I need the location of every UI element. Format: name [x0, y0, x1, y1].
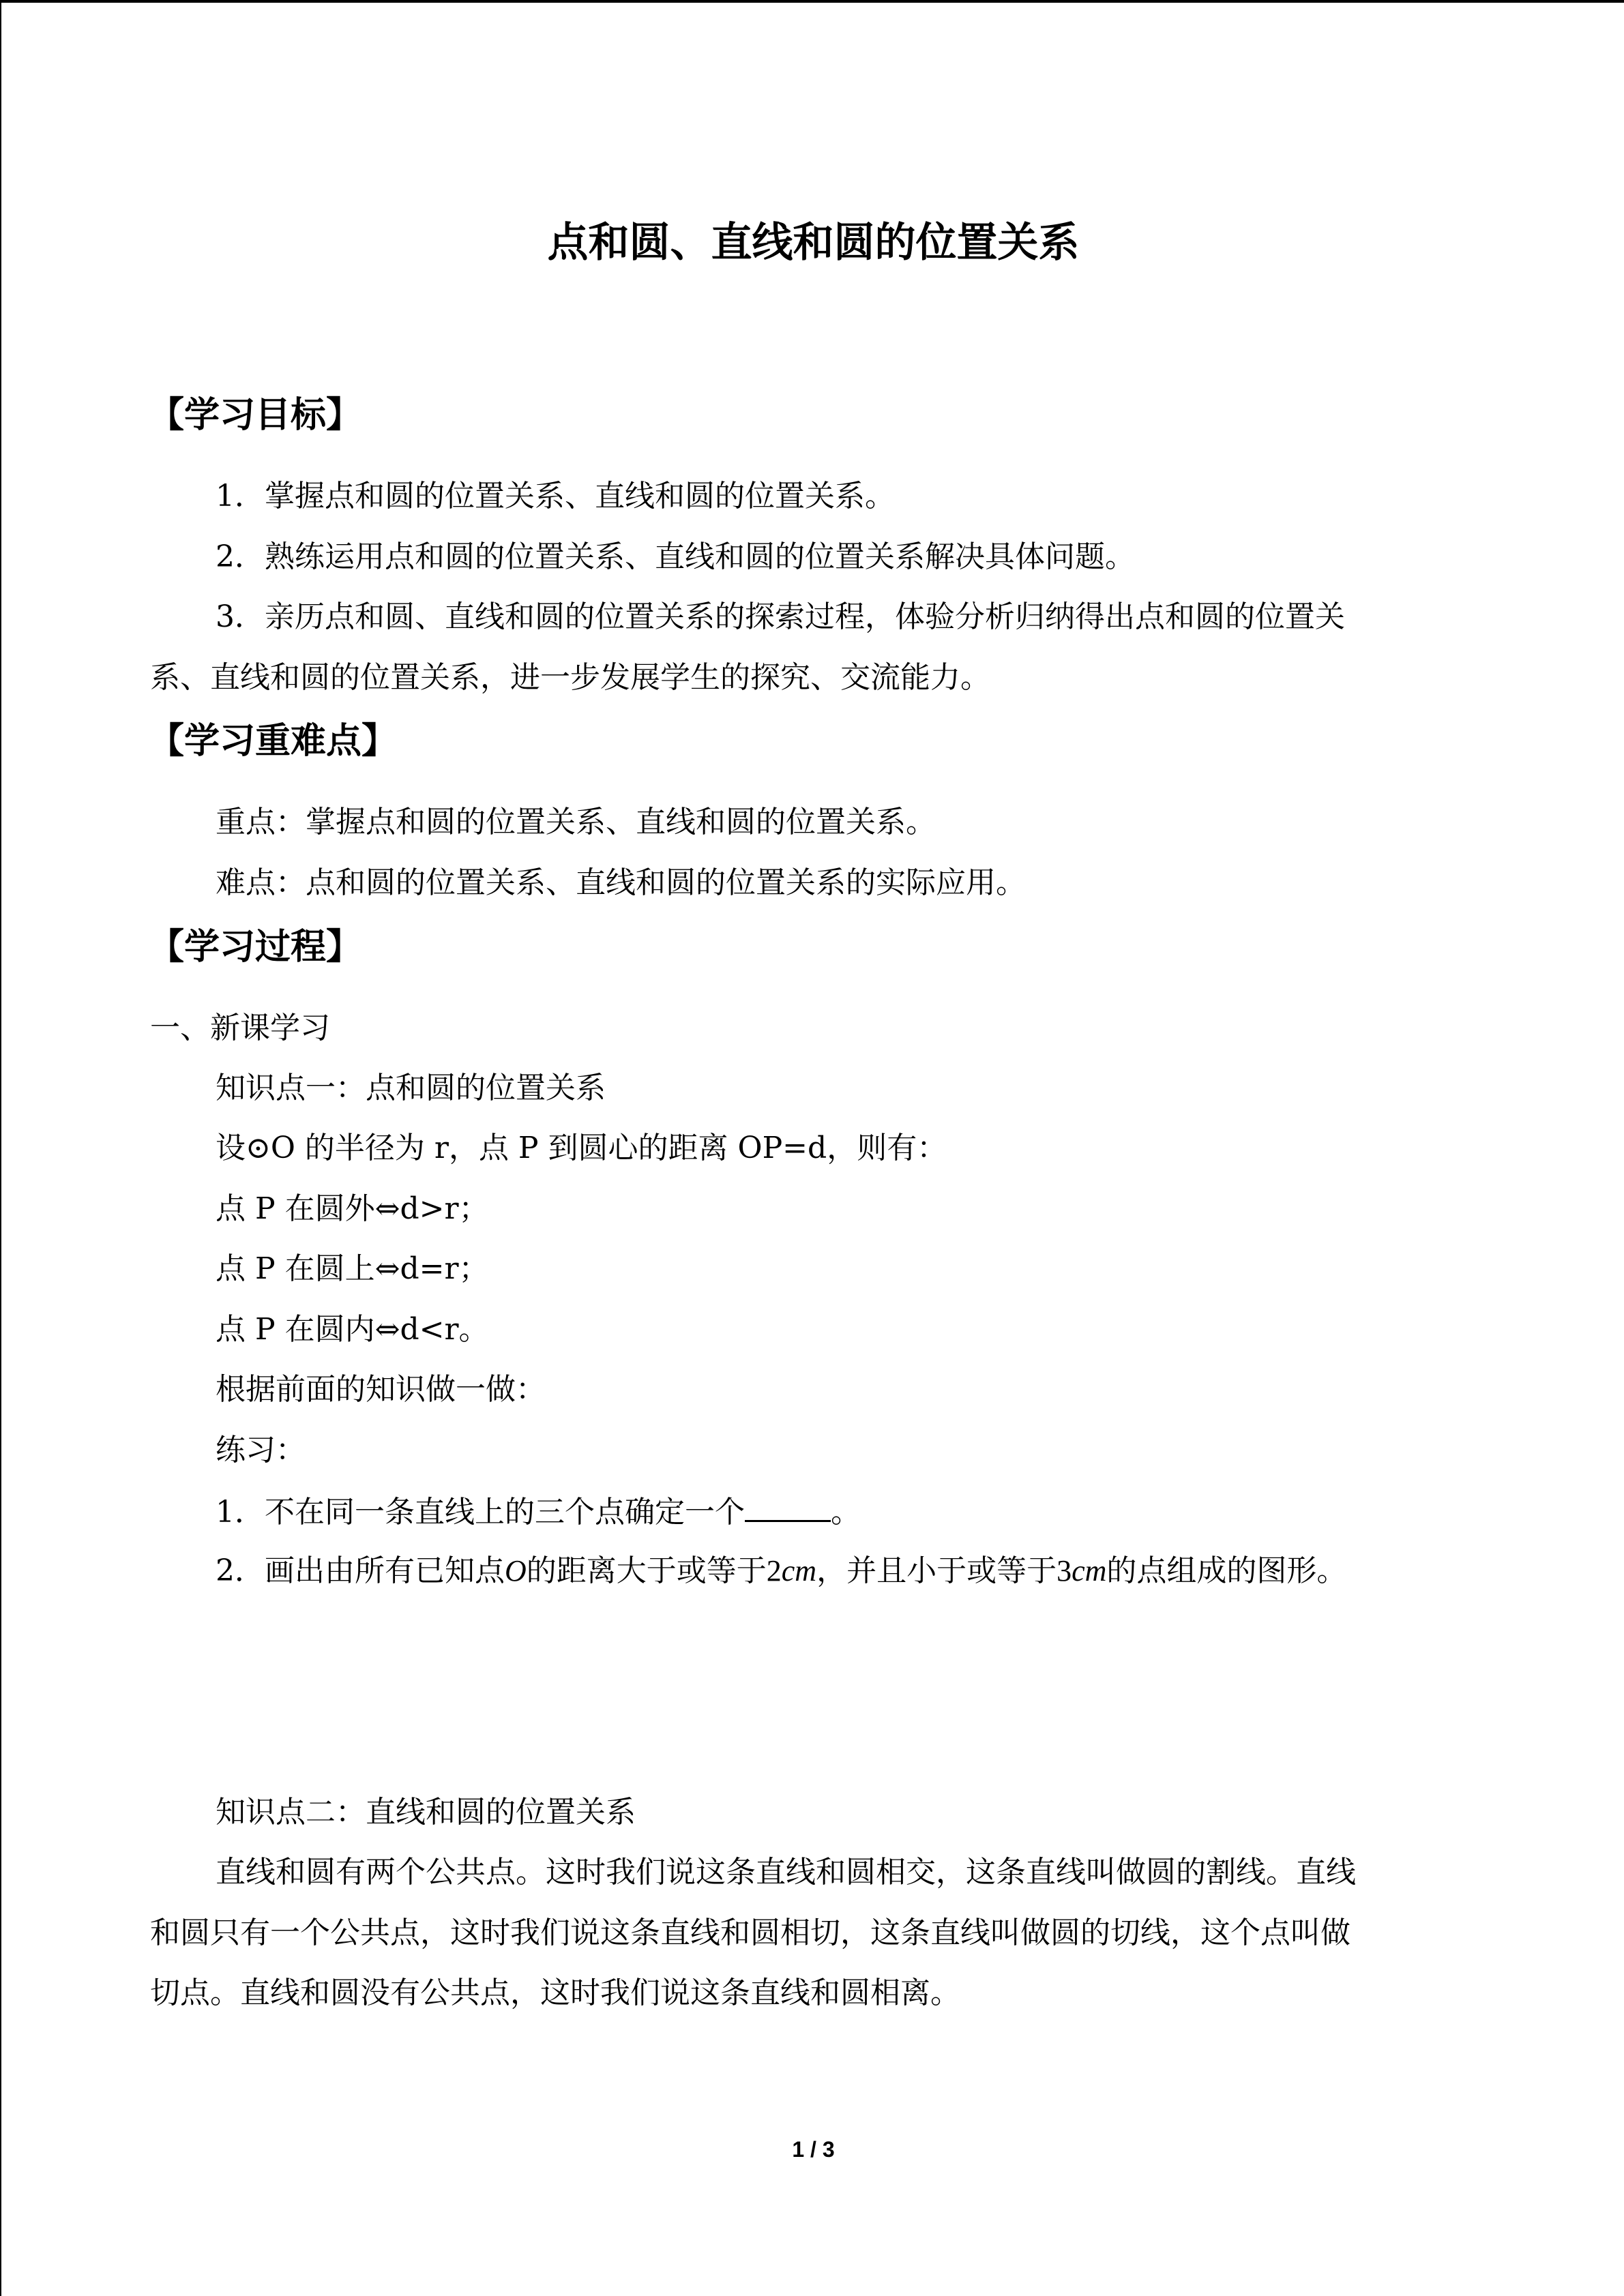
practice-label: 练习： [216, 1433, 306, 1467]
objective-item-1: 1．掌握点和圆的位置关系、直线和圆的位置关系。 [216, 479, 895, 513]
distance-value-max: 3 [1057, 1554, 1072, 1587]
distance-unit-min: cm [781, 1554, 817, 1587]
relation-on: 点 P 在圆上⇔d=r； [216, 1251, 489, 1286]
key-point-important: 重点：掌握点和圆的位置关系、直线和圆的位置关系。 [216, 805, 936, 839]
page-title: 点和圆、直线和圆的位置关系 [547, 219, 1080, 267]
practice-item-2-text-b: 的距离大于或等于 [526, 1553, 767, 1588]
heading-process: 【学习过程】 [149, 927, 362, 968]
point-o-symbol: O [505, 1554, 527, 1587]
practice-item-2-text-d: 的点组成的图形。 [1106, 1553, 1347, 1588]
objective-item-3-line-1: 3．亲历点和圆、直线和圆的位置关系的探索过程，体验分析归纳得出点和圆的位置关 [216, 599, 1345, 634]
knowledge-point-1-setup: 设⊙O 的半径为 r，点 P 到圆心的距离 OP=d，则有： [216, 1131, 947, 1165]
key-point-difficult: 难点：点和圆的位置关系、直线和圆的位置关系的实际应用。 [216, 865, 1026, 900]
practice-item-2-text-a: 2．画出由所有已知点 [216, 1553, 505, 1588]
practice-item-1-text: 1．不在同一条直线上的三个点确定一个 [216, 1495, 745, 1530]
knowledge-point-1-title: 知识点一：点和圆的位置关系 [216, 1071, 606, 1105]
answer-blank[interactable] [745, 1490, 831, 1522]
objective-item-2: 2．熟练运用点和圆的位置关系、直线和圆的位置关系解决具体问题。 [216, 539, 1135, 574]
part-1-title: 一、新课学习 [150, 1011, 330, 1045]
distance-value-min: 2 [766, 1554, 782, 1587]
knowledge-point-2-title: 知识点二：直线和圆的位置关系 [216, 1795, 636, 1830]
objective-item-3-line-2: 系、直线和圆的位置关系，进一步发展学生的探究、交流能力。 [150, 660, 990, 695]
knowledge-point-2-line-3: 切点。直线和圆没有公共点，这时我们说这条直线和圆相离。 [150, 1976, 960, 2010]
practice-item-2-text-c: ，并且小于或等于 [816, 1553, 1057, 1588]
relation-outside: 点 P 在圆外⇔d>r； [216, 1191, 489, 1226]
heading-key-points: 【学习重难点】 [149, 721, 398, 762]
practice-item-1-end: 。 [831, 1495, 861, 1530]
page-number: 1 / 3 [792, 2137, 835, 2162]
practice-item-2 [216, 1551, 1346, 1592]
knowledge-point-2-line-1: 直线和圆有两个公共点。这时我们说这条直线和圆相交，这条直线叫做圆的割线。直线 [216, 1855, 1356, 1890]
relation-inside: 点 P 在圆内⇔d<r。 [216, 1312, 489, 1347]
knowledge-point-2-line-2: 和圆只有一个公共点，这时我们说这条直线和圆相切，这条直线叫做圆的切线，这个点叫做 [150, 1915, 1350, 1950]
distance-unit-max: cm [1072, 1554, 1107, 1587]
try-it-prompt: 根据前面的知识做一做： [216, 1372, 546, 1407]
practice-item-1 [216, 1490, 861, 1533]
heading-objectives: 【学习目标】 [149, 395, 362, 436]
